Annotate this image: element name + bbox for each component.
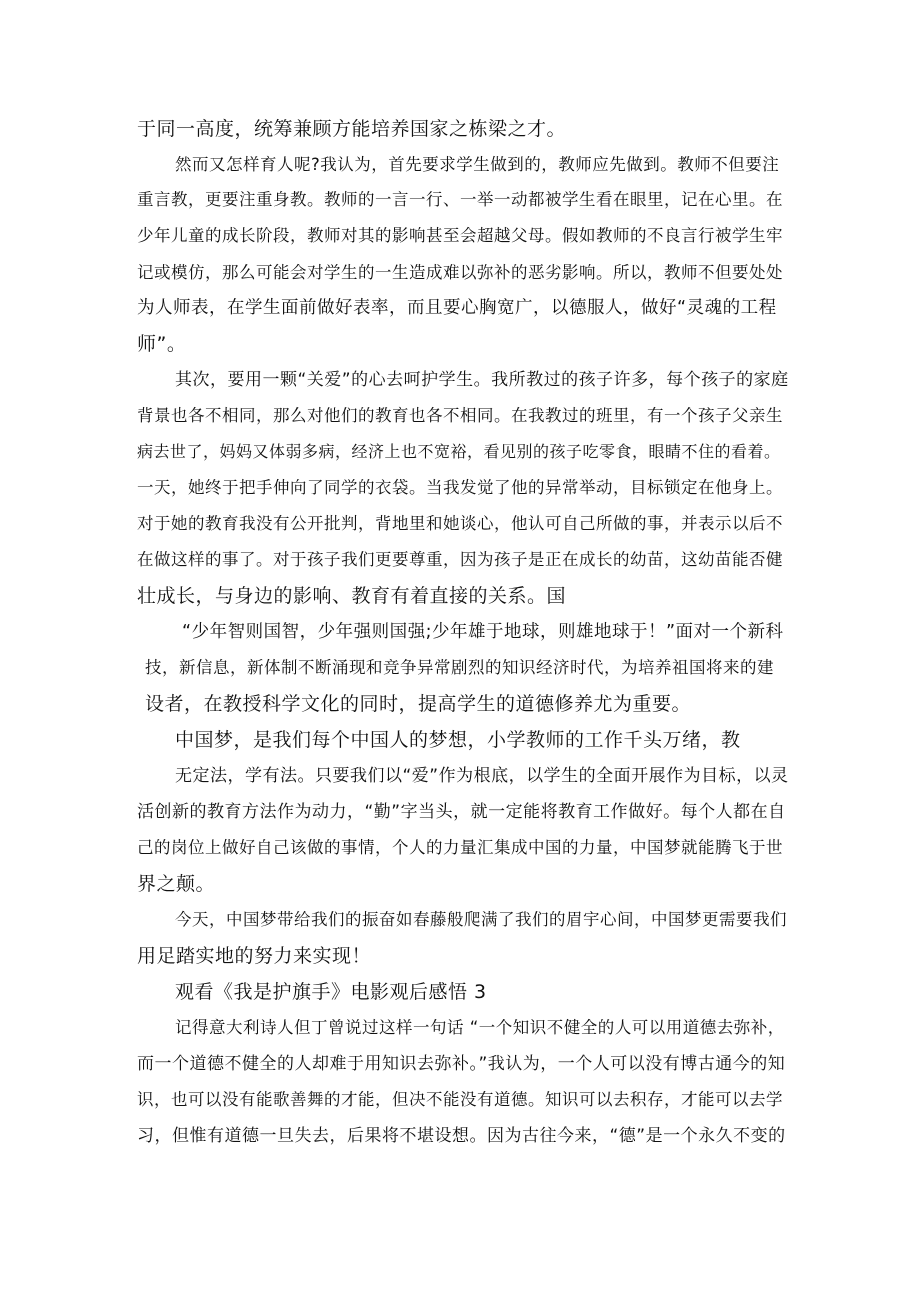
text-line: 在做这样的事了。对于孩子我们更要尊重，因为孩子是正在成长的幼苗，这幼苗能否健 xyxy=(137,550,783,569)
text-line: 壮成长，与身边的影响、教育有着直接的关系。国 xyxy=(137,585,567,607)
text-line: 其次，要用一颗“关爱”的心去呵护学生。我所教过的孩子许多，每个孩子的家庭 xyxy=(175,370,789,390)
text-line: 背景也各不相同，那么对他们的教育也各不相同。在我教过的班里，有一个孩子父亲生 xyxy=(137,406,783,425)
text-line: 中国梦，是我们每个中国人的梦想，小学教师的工作千头万绪，教 xyxy=(175,729,741,751)
text-line: 今天，中国梦带给我们的振奋如春藤般爬满了我们的眉宇心间，中国梦更需要我们 xyxy=(175,910,787,929)
text-line: 界之颠。 xyxy=(137,873,216,895)
text-line: 技，新信息，新体制不断涌现和竞争异常剧烈的知识经济时代，为培养祖国将来的建 xyxy=(145,658,774,677)
text-line: 对于她的教育我没有公开批判，背地里和她谈心，他认可自己所做的事，并表示以后不 xyxy=(137,514,783,533)
text-line: “少年智则国智，少年强则国强;少年雄于地球，则雄地球于！”面对一个新科 xyxy=(182,622,784,642)
text-line: 一天，她终于把手伸向了同学的衣袋。当我发觉了他的异常举动，目标锁定在他身上。 xyxy=(137,478,783,497)
text-line: 习，但惟有道德一旦失去，后果将不堪设想。因为古往今来，“德”是一个永久不变的 xyxy=(137,1126,786,1146)
text-line: 师”。 xyxy=(137,333,187,355)
text-line: 重言教，更要注重身教。教师的一言一行、一举一动都被学生看在眼里，记在心里。在 xyxy=(137,190,783,209)
text-line: 无定法，学有法。只要我们以“爱”作为根底，以学生的全面开展作为目标，以灵 xyxy=(175,766,789,786)
text-line: 病去世了，妈妈又体弱多病，经济上也不宽裕，看见别的孩子吃零食，眼睛不住的看着。 xyxy=(137,442,781,461)
text-line: 少年儿童的成长阶段，教师对其的影响甚至会超越父母。假如教师的不良言行被学生牢 xyxy=(137,226,783,245)
text-line: 活创新的教育方法作为动力，“勤”字当头，就一定能将教育工作做好。每个人都在自 xyxy=(137,802,786,822)
text-line: 记得意大利诗人但丁曾说过这样一句话 “一个知识不健全的人可以用道德去弥补， xyxy=(175,1018,785,1037)
text-line: 为人师表，在学生面前做好表率，而且要心胸宽广，以德服人，做好“灵魂的工程 xyxy=(137,298,777,318)
text-line: 己的岗位上做好自己该做的事情，个人的力量汇集成中国的力量，中国梦就能腾飞于世 xyxy=(137,838,783,857)
text-line: 而一个道德不健全的人却难于用知识去弥补。”我认为，一个人可以没有博古通今的知 xyxy=(137,1054,786,1074)
text-line: 设者，在教授科学文化的同时，提高学生的道德修养尤为重要。 xyxy=(145,693,692,715)
text-line: 识，也可以没有能歌善舞的才能，但决不能没有道德。知识可以去积存，才能可以去学 xyxy=(137,1090,783,1109)
text-line: 记或模仿，那么可能会对学生的一生造成难以弥补的恶劣影响。所以，教师不但要处处 xyxy=(137,263,783,282)
text-line: 然而又怎样育人呢?我认为，首先要求学生做到的，教师应先做到。教师不但要注 xyxy=(175,155,780,174)
text-line: 于同一高度，统筹兼顾方能培养国家之栋梁之才。 xyxy=(137,118,567,140)
text-line: 用足踏实地的努力来实现！ xyxy=(137,945,372,967)
section-heading: 观看《我是护旗手》电影观后感悟 3 xyxy=(175,981,487,1003)
